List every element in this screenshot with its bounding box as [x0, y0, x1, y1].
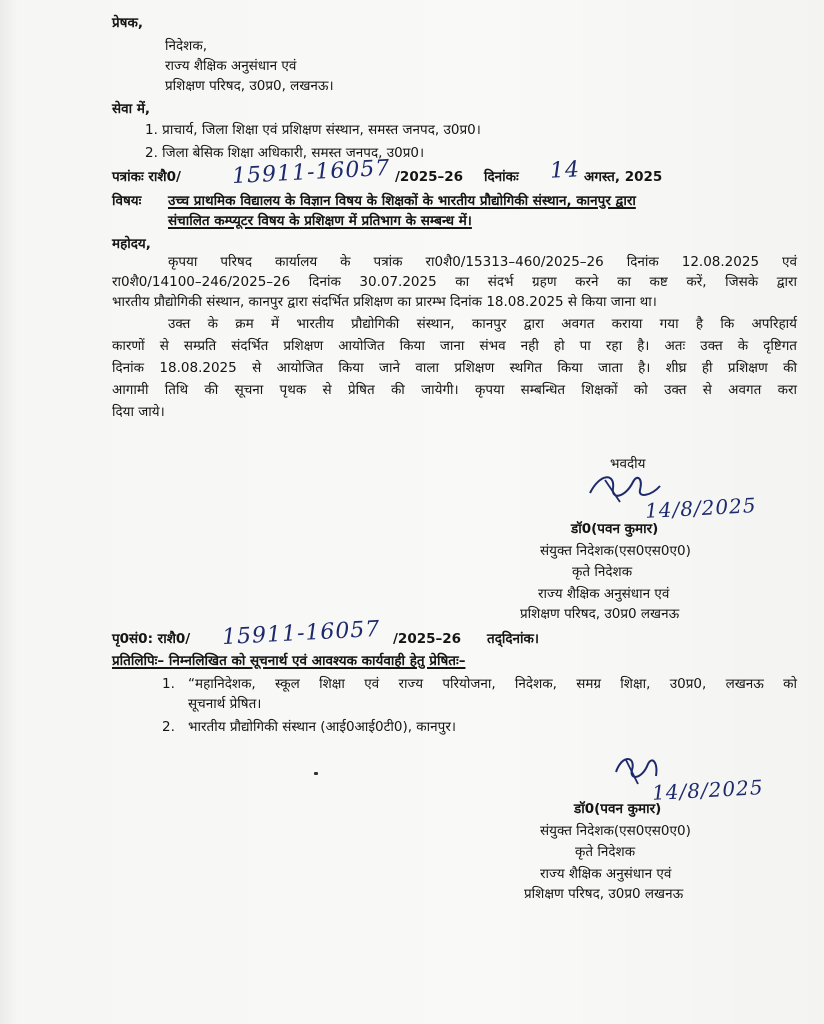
signatory-line: कृते निदेशक: [575, 844, 636, 860]
endorsement-date: तद्‌दिनांक।: [487, 631, 540, 647]
signatory-line: प्रशिक्षण परिषद, उ0प्र0 लखनऊ: [524, 886, 684, 902]
reference-label: पत्रांकः राशै0/: [112, 169, 181, 185]
endorsement-year: /2025–26: [393, 631, 462, 647]
body-line: उक्त के क्रम में भारतीय प्रौद्योगिकी संस्थान, कानपुर द्वारा अवगत कराया गया है कि अपरिहार्य: [168, 316, 797, 332]
closing-yours: भवदीय: [610, 456, 646, 472]
signature-date: 14/8/2025: [644, 493, 758, 523]
signatory-name: डॉ0(पवन कुमार): [571, 521, 659, 537]
signatory-line: राज्य शैक्षिक अनुसंधान एवं: [538, 586, 670, 602]
subject-label: विषयः: [112, 193, 142, 209]
copy-item-number: 1.: [162, 676, 175, 692]
signature-date: 14/8/2025: [651, 775, 765, 805]
body-line: भारतीय प्रौद्योगिकी संस्थान, कानपुर द्वारा संदर्भित प्रशिक्षण का प्रारम्भ दिनांक 18.08.2025 से किया जाना था।: [112, 294, 657, 310]
copy-heading: प्रतिलिपिः– निम्नलिखित को सूचनार्थ एवं आवश्यक कार्यवाही हेतु प्रेषितः–: [112, 653, 466, 669]
subject-line: उच्च प्राथमिक विद्यालय के विज्ञान विषय के शिक्षकों के भारतीय प्रौद्योगिकी संस्थान, कानपुर द्वारा: [168, 193, 636, 209]
signatory-name: डॉ0(पवन कुमार): [574, 801, 662, 817]
subject-line: संचालित कम्प्यूटर विषय के प्रशिक्षण में प्रतिभाग के सम्बन्ध में।: [168, 213, 472, 229]
copy-item-line: “महानिदेशक, स्कूल शिक्षा एवं राज्य परियोजना, निदेशक, समग्र शिक्षा, उ0प्र0, लखनऊ को: [188, 676, 797, 692]
signatory-line: प्रशिक्षण परिषद, उ0प्र0 लखनऊ: [520, 606, 680, 622]
date-handwritten-day: 14: [549, 157, 581, 184]
recipient-item: 2. जिला बेसिक शिक्षा अधिकारी, समस्त जनपद, उ0प्र0।: [145, 145, 425, 161]
signatory-line: संयुक्त निदेशक(एस0एस0ए0): [540, 543, 691, 559]
to-label: सेवा में,: [112, 101, 151, 117]
date-rest: अगस्त, 2025: [584, 169, 663, 185]
sender-line: राज्य शैक्षिक अनुसंधान एवं: [165, 58, 297, 74]
salutation: महोदय,: [112, 236, 151, 252]
body-line: कारणों से सम्प्रति संदर्भित प्रशिक्षण आयोजित किया जाना संभव नही हो पा रहा है। अतः उक्त के दृष्टिगत: [112, 338, 797, 354]
copy-item-line: भारतीय प्रौद्योगिकी संस्थान (आई0आई0टी0), कानपुर।: [188, 719, 456, 735]
recipient-item: 1. प्राचार्य, जिला शिक्षा एवं प्रशिक्षण संस्थान, समस्त जनपद, उ0प्र0।: [145, 122, 481, 138]
sender-line: निदेशक,: [165, 38, 207, 54]
copy-item-line: सूचनार्थ प्रेषित।: [188, 696, 262, 712]
stray-mark: [314, 772, 318, 775]
reference-handwritten-number: 15911-16057: [231, 155, 391, 190]
body-line: कृपया परिषद कार्यालय के पत्रांक रा0शै0/15313–460/2025–26 दिनांक 12.08.2025 एवं: [168, 254, 797, 270]
date-label: दिनांकः: [484, 169, 519, 185]
sender-line: प्रशिक्षण परिषद, उ0प्र0, लखनऊ।: [165, 78, 334, 94]
endorsement-handwritten-number: 15911-16057: [221, 616, 381, 651]
copy-item-number: 2.: [162, 719, 175, 735]
body-line: आगामी तिथि की सूचना पृथक से प्रेषित की जायेगी। कृपया सम्बन्धित शिक्षकों को उक्त से अवगत करा: [112, 382, 797, 398]
endorsement-label: पृ0सं0: राशै0/: [112, 631, 191, 647]
body-line: दिनांक 18.08.2025 से आयोजित किया जाने वाला प्रशिक्षण स्थगित किया जाता है। शीघ्र ही प्रशिक्षण की: [112, 360, 797, 376]
sender-label: प्रेषक,: [112, 15, 143, 31]
signatory-line: संयुक्त निदेशक(एस0एस0ए0): [540, 823, 691, 839]
reference-year: /2025–26: [395, 169, 464, 185]
body-line: रा0शै0/14100–246/2025–26 दिनांक 30.07.2025 का संदर्भ ग्रहण करने का कष्ट करें, जिसके द्वारा: [112, 274, 797, 290]
body-line: दिया जाये।: [112, 404, 165, 420]
signatory-line: कृते निदेशक: [572, 564, 633, 580]
signatory-line: राज्य शैक्षिक अनुसंधान एवं: [540, 866, 672, 882]
